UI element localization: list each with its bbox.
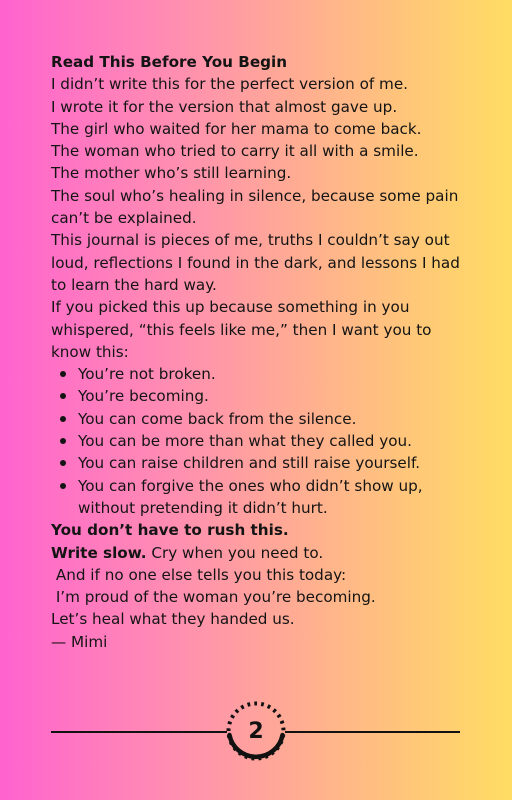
- paragraph-journal: This journal is pieces of me, truths I couldn’t say out loud, reflections I found in the dark, and lessons I had to learn the hard way.: [51, 231, 460, 294]
- paragraph-soul: The soul who’s healing in silence, because some pain can’t be explained.: [51, 186, 459, 228]
- write-slow-line: [51, 542, 471, 564]
- journal-page: [51, 51, 471, 653]
- closing-line-1: And if no one else tells you this today:: [51, 565, 347, 584]
- no-rush-line: You don’t have to rush this.: [51, 521, 289, 540]
- intro-line-5: The mother who’s still learning.: [51, 164, 292, 183]
- list-item: You can be more than what they called you.: [51, 430, 471, 452]
- paragraph-picked-up: If you picked this up because something in you whispered, “this feels like me,” then I want you to know this:: [51, 298, 432, 361]
- write-slow-bold: Write slow.: [51, 543, 147, 562]
- affirmation-list: [51, 363, 471, 519]
- list-item: You can forgive the ones who didn’t show up, without pretending it didn’t hurt.: [51, 475, 471, 520]
- footer-rule-left: [51, 731, 227, 733]
- list-item: You can come back from the silence.: [51, 408, 471, 430]
- signature-line: — Mimi: [51, 632, 108, 651]
- list-item: You can raise children and still raise yourself.: [51, 452, 471, 474]
- page-number-badge: [224, 699, 288, 763]
- footer-rule-right: [285, 731, 460, 733]
- closing-line-2: I’m proud of the woman you’re becoming.: [51, 588, 376, 607]
- intro-line-4: The woman who tried to carry it all with a smile.: [51, 142, 419, 161]
- page-number: 2: [248, 718, 264, 744]
- intro-line-1: I didn’t write this for the perfect version of me.: [51, 75, 408, 94]
- write-slow-rest: Cry when you need to.: [146, 543, 324, 562]
- intro-line-2: I wrote it for the version that almost gave up.: [51, 97, 398, 116]
- list-item: You’re becoming.: [51, 385, 471, 407]
- intro-line-3: The girl who waited for her mama to come back.: [51, 119, 422, 138]
- closing-line-3: Let’s heal what they handed us.: [51, 610, 295, 629]
- page-heading: Read This Before You Begin: [51, 53, 288, 71]
- list-item: You’re not broken.: [51, 363, 471, 385]
